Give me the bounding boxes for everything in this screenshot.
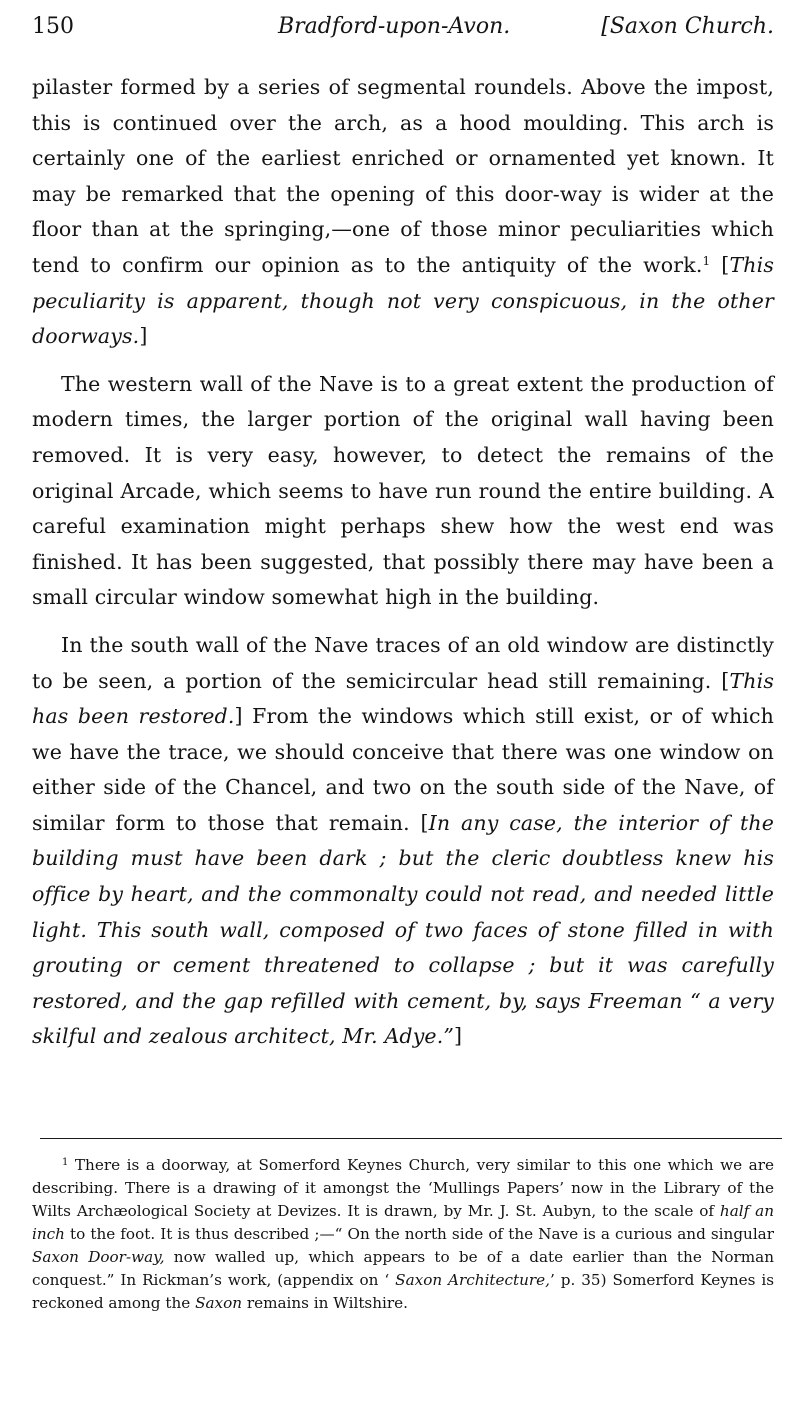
- footnote-text: There is a doorway, at Somerford Keynes Church, very similar to this one which we are describing. There is a drawing of it amongst the ‘Mullings Papers’ now in the Library of the Wilts Archæological Society at Devizes. It is drawn, by Mr. J. St. Aubyn, to the scale of: [32, 1156, 774, 1220]
- paragraph-south-wall: [32, 628, 774, 1055]
- footnote-italic: Saxon Door-way,: [32, 1248, 165, 1266]
- footnote: [32, 1154, 774, 1315]
- paragraph-text: In the south wall of the Nave traces of an old window are distinctly to be seen, a portion of the semicircular head still remaining. [: [32, 632, 774, 693]
- footnote-divider: [40, 1138, 782, 1139]
- footnote-marker: 1: [62, 1157, 69, 1168]
- section-title: [Saxon Church.: [601, 14, 774, 39]
- paragraph-text: ] From the windows which still exist, or of which we have the trace, we should conceive that there was one window on either side of the Chancel, and two on the south side of the Nave, of similar form to those that remain. [: [32, 704, 775, 835]
- footnote-text: remains in Wiltshire.: [242, 1294, 408, 1312]
- paragraph-text: pilaster formed by a series of segmental roundels. Above the impost, this is continued over the arch, as a hood moulding. This arch is certainly one of the earliest enriched or ornamented yet known. It may be remarked that the opening of this door-way is wider at the floor than at the springing,—one of those minor peculiarities which tend to confirm our opinion as to the antiquity of the work.: [32, 75, 774, 277]
- running-title: Bradford-upon-Avon.: [278, 14, 511, 39]
- paragraph-western-wall: The western wall of the Nave is to a great extent the production of modern times, the larger portion of the original wall having been removed. It is very easy, however, to detect the remains of the original Arcade, which seems to have run round the entire building. A careful examination might perhaps shew how the west end was finished. It has been suggested, that possibly there may have been a small circular window somewhat high in the building.: [32, 371, 774, 610]
- paragraph-text: ]: [454, 1024, 463, 1049]
- page-number: 150: [32, 14, 74, 39]
- paragraph-text: ]: [139, 324, 148, 349]
- editorial-note: This has been restored.: [32, 668, 774, 729]
- footnote-reference: 1: [702, 253, 711, 268]
- paragraph-text: [: [710, 252, 730, 277]
- editorial-note: In any case, the interior of the building must have been dark ; but the cleric doubtless knew his office by heart, and the commonalty could not read, and needed little light. This south wall, composed of two faces of stone filled in with grouting or cement threatened to collapse ; but it was carefully restored, and the gap refilled with cement, by, says Freeman “ a very skilful and zealous architect, Mr. Adye.”: [32, 810, 774, 1049]
- footnote-text: to the foot. It is thus described ;—“ On the north side of the Nave is a curious and singular: [64, 1225, 774, 1243]
- footnote-italic: half an inch: [32, 1202, 774, 1243]
- body-text: [32, 70, 774, 1055]
- footnote-italic: Saxon: [195, 1294, 243, 1312]
- footnote-text: ’ p. 35) Somerford Keynes is reckoned among the: [32, 1271, 774, 1312]
- footnote-text: now walled up, which appears to be of a date earlier than the Norman conquest.” In Rickman’s work, (appendix on ‘: [32, 1248, 775, 1289]
- paragraph-doorway: [32, 70, 774, 355]
- editorial-note: This peculiarity is apparent, though not very conspicuous, in the other doorways.: [32, 252, 774, 349]
- running-head: [32, 12, 774, 42]
- footnote-italic: Saxon Architecture,: [395, 1271, 550, 1289]
